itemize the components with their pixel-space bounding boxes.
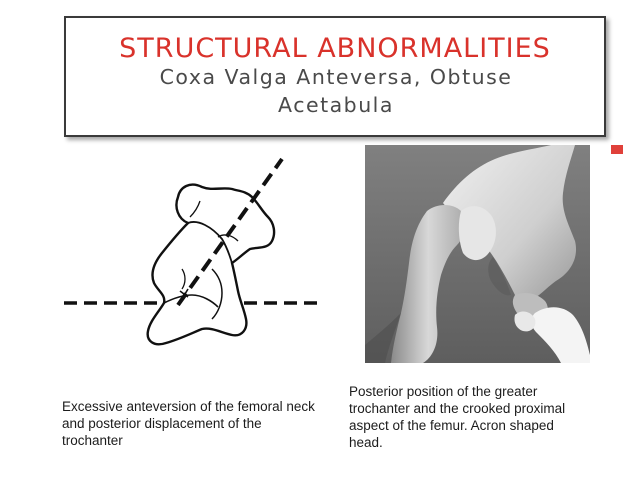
slide-title: STRUCTURAL ABNORMALITIES	[119, 33, 551, 64]
accent-mark	[611, 145, 623, 154]
subtitle-line-1: Coxa Valga Anteversa, Obtuse	[159, 65, 513, 89]
slide-subtitle	[106, 63, 566, 119]
femur-photo	[365, 145, 590, 363]
femur-outline	[148, 185, 274, 345]
femur-diagram-svg	[62, 157, 324, 366]
femur-photo-svg	[365, 145, 590, 363]
subtitle-line-2: Acetabula	[278, 93, 394, 117]
title-box	[64, 16, 606, 137]
femur-diagram	[62, 157, 324, 366]
caption-right: Posterior position of the greater trochanter and the crooked proximal aspect of the femur. Acron shaped head.	[349, 384, 566, 450]
caption-left: Excessive anteversion of the femoral neck and posterior displacement of the trochanter	[62, 399, 315, 448]
